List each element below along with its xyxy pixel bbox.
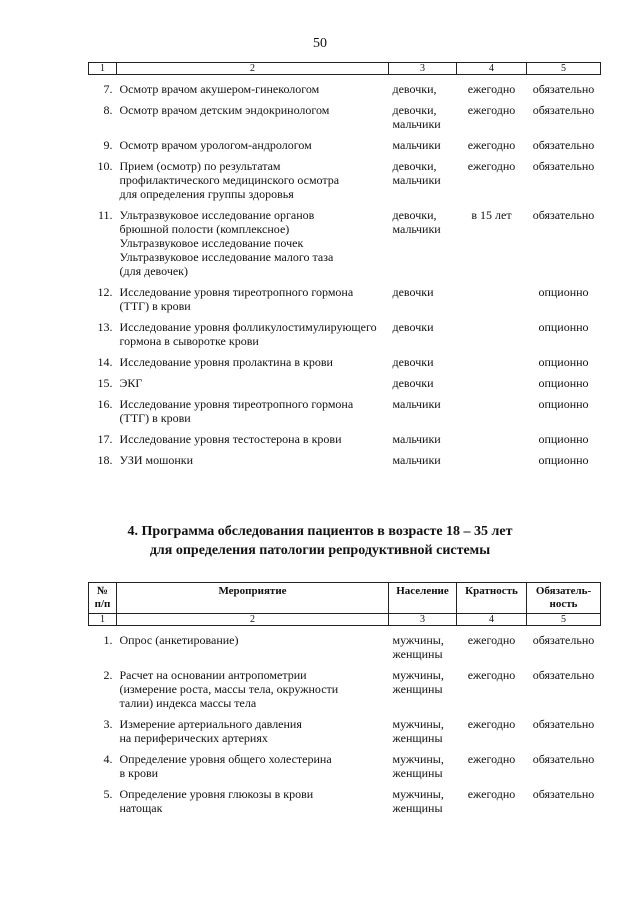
table-row (89, 432, 601, 446)
row-number: 4. (103, 752, 113, 766)
row-gap (89, 313, 601, 320)
table-row (89, 787, 601, 815)
column-number: 3 (389, 614, 457, 626)
frequency-cell (457, 285, 527, 313)
row-gap (89, 661, 601, 668)
table-row (89, 355, 601, 369)
column-number: 1 (89, 63, 117, 75)
table-row (89, 668, 601, 710)
frequency-cell (457, 376, 527, 390)
screening-table-children (88, 62, 601, 474)
obligation-cell: обязательно (532, 103, 595, 117)
frequency-cell (457, 397, 527, 425)
obligation-cell: опционно (538, 397, 589, 411)
activity-cell: Осмотр врачом урологом-андрологом (119, 138, 312, 152)
section-title-line: 4. Программа обследования пациентов в возрасте 18 – 35 лет (127, 524, 513, 539)
population-cell: мужчины, женщины (392, 633, 444, 661)
row-number: 17. (97, 432, 113, 446)
activity-cell: Исследование уровня пролактина в крови (119, 355, 333, 369)
row-gap (89, 446, 601, 453)
frequency-cell: ежегодно (467, 752, 516, 766)
activity-cell: ЭКГ (119, 376, 143, 390)
header-obligation: Обязатель- ность (527, 583, 601, 614)
activity-cell: Измерение артериального давления на периферических артериях (119, 717, 302, 745)
row-number: 14. (97, 355, 113, 369)
obligation-cell: опционно (538, 432, 589, 446)
obligation-cell: опционно (538, 320, 589, 334)
population-cell: мужчины, женщины (392, 752, 444, 780)
obligation-cell: обязательно (532, 752, 595, 766)
activity-cell: Осмотр врачом детским эндокринологом (119, 103, 330, 117)
row-number: 9. (103, 138, 113, 152)
row-gap (89, 131, 601, 138)
frequency-cell (457, 355, 527, 369)
activity-cell: Ультразвуковое исследование органов брюшной полости (комплексное) Ультразвуковое исследование почек Ультразвуковое исследование малого таза (для девочек) (119, 208, 334, 278)
obligation-cell: обязательно (532, 787, 595, 801)
population-cell: мальчики (392, 453, 441, 467)
row-gap (89, 467, 601, 474)
row-number: 13. (97, 320, 113, 334)
population-cell: мужчины, женщины (392, 787, 444, 815)
screening-table-adults (88, 582, 601, 822)
row-gap (89, 745, 601, 752)
activity-cell: Определение уровня глюкозы в крови натощак (119, 787, 314, 815)
column-number: 5 (527, 614, 601, 626)
obligation-cell: опционно (538, 453, 589, 467)
frequency-cell: ежегодно (467, 787, 516, 801)
population-cell: мужчины, женщины (392, 717, 444, 745)
row-gap (89, 815, 601, 822)
row-gap (89, 278, 601, 285)
table-row (89, 320, 601, 348)
frequency-cell (457, 453, 527, 467)
row-number: 15. (97, 376, 113, 390)
column-number-row (89, 614, 601, 626)
table-row (89, 453, 601, 467)
activity-cell: Расчет на основании антропометрии (измерение роста, массы тела, окружности талии) индекса массы тела (119, 668, 339, 710)
table-row (89, 103, 601, 131)
row-gap (89, 152, 601, 159)
column-number: 2 (117, 63, 389, 75)
obligation-cell: опционно (538, 285, 589, 299)
row-gap (89, 348, 601, 355)
table-row (89, 138, 601, 152)
obligation-cell: обязательно (532, 138, 595, 152)
column-number: 4 (457, 614, 527, 626)
row-number: 7. (103, 82, 113, 96)
table-row (89, 208, 601, 278)
table-header-row (89, 583, 601, 614)
table-row (89, 285, 601, 313)
row-gap (89, 425, 601, 432)
frequency-cell: ежегодно (467, 103, 516, 117)
row-number: 5. (103, 787, 113, 801)
frequency-cell: ежегодно (467, 717, 516, 731)
obligation-cell: обязательно (532, 717, 595, 731)
section-title (0, 522, 640, 560)
activity-cell: Исследование уровня фолликулостимулирующего гормона в сыворотке крови (119, 320, 377, 348)
row-gap (89, 201, 601, 208)
table-row (89, 376, 601, 390)
population-cell: девочки (392, 285, 434, 299)
page-number: 50 (313, 36, 327, 51)
row-number: 1. (103, 633, 113, 647)
population-cell: девочки (392, 355, 434, 369)
row-gap (89, 780, 601, 787)
population-cell: девочки, мальчики (392, 103, 441, 131)
population-cell: девочки, мальчики (392, 159, 441, 187)
activity-cell: Исследование уровня тиреотропного гормона (ТТГ) в крови (119, 397, 354, 425)
column-number: 5 (527, 63, 601, 75)
column-number: 1 (89, 614, 117, 626)
column-number: 4 (457, 63, 527, 75)
table-row (89, 397, 601, 425)
table-row (89, 717, 601, 745)
row-gap (89, 96, 601, 103)
column-number: 3 (389, 63, 457, 75)
activity-cell: Осмотр врачом акушером-гинекологом (119, 82, 320, 96)
obligation-cell: опционно (538, 376, 589, 390)
population-cell: мальчики (392, 397, 441, 411)
header-population: Население (389, 583, 457, 614)
table-row (89, 752, 601, 780)
activity-cell: Опрос (анкетирование) (119, 633, 239, 647)
row-gap (89, 369, 601, 376)
row-number: 3. (103, 717, 113, 731)
row-number: 10. (97, 159, 113, 173)
frequency-cell: ежегодно (467, 633, 516, 647)
population-cell: девочки, мальчики (392, 208, 441, 236)
activity-cell: УЗИ мошонки (119, 453, 194, 467)
column-number-row (89, 63, 601, 75)
population-cell: мальчики (392, 138, 441, 152)
population-cell: девочки (392, 376, 434, 390)
population-cell: девочки, (392, 82, 437, 96)
row-number: 12. (97, 285, 113, 299)
row-number: 11. (97, 208, 113, 222)
row-number: 2. (103, 668, 113, 682)
column-number: 2 (117, 614, 389, 626)
activity-cell: Исследование уровня тестостерона в крови (119, 432, 342, 446)
table-row (89, 633, 601, 661)
obligation-cell: обязательно (532, 633, 595, 647)
header-activity: Мероприятие (117, 583, 389, 614)
row-number: 8. (103, 103, 113, 117)
population-cell: мальчики (392, 432, 441, 446)
table-row (89, 82, 601, 96)
frequency-cell: ежегодно (467, 159, 516, 173)
row-gap (89, 710, 601, 717)
frequency-cell: ежегодно (467, 668, 516, 682)
obligation-cell: опционно (538, 355, 589, 369)
frequency-cell (457, 432, 527, 446)
obligation-cell: обязательно (532, 82, 595, 96)
obligation-cell: обязательно (532, 668, 595, 682)
activity-cell: Определение уровня общего холестерина в крови (119, 752, 332, 780)
frequency-cell: ежегодно (467, 82, 516, 96)
section-title-line: для определения патологии репродуктивной системы (149, 543, 491, 558)
table-row (89, 159, 601, 201)
row-number: 18. (97, 453, 113, 467)
activity-cell: Прием (осмотр) по результатам профилактического медицинского осмотра для определения группы здоровья (119, 159, 340, 201)
frequency-cell (457, 320, 527, 348)
frequency-cell: в 15 лет (471, 208, 512, 222)
frequency-cell: ежегодно (467, 138, 516, 152)
obligation-cell: обязательно (532, 208, 595, 222)
activity-cell: Исследование уровня тиреотропного гормона (ТТГ) в крови (119, 285, 354, 313)
row-gap (89, 390, 601, 397)
population-cell: мужчины, женщины (392, 668, 444, 696)
header-number: № п/п (89, 583, 117, 614)
row-number: 16. (97, 397, 113, 411)
obligation-cell: обязательно (532, 159, 595, 173)
header-frequency: Кратность (457, 583, 527, 614)
population-cell: девочки (392, 320, 434, 334)
